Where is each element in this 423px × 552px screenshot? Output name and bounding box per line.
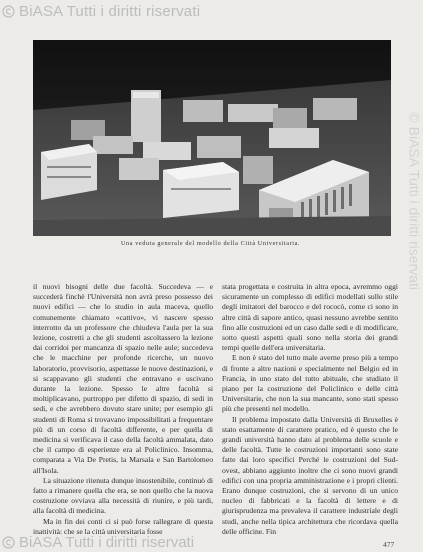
text-column-right <box>222 282 398 536</box>
copyright-icon <box>2 536 15 549</box>
model-photograph <box>33 40 391 236</box>
watermark-footer <box>0 532 421 552</box>
paragraph: il nuovi bisogni delle due facoltà. Succedeva — e succederà finchè l'Università non avrà preso possesso dei nuovi edifici — che lo studio in aula maceva, quello comunemente chiamato «cattivo», vi nascere spesso interrotto da un professore che chiudeva l'aula per la sua lezione, costretti a che gli studenti ascoltassero la lezione dai corridoi per mancanza di spazio nelle aule; succedeva che le macchine per profonde ricerche, un nuovo laboratorio, provvisorio, aspettasse le nuove destinazioni, e si scappavano gli studenti che entravano e uscivano durante la lezione. Spesso le altre facoltà si moltiplicavano, purtroppo per difetto di spazio, di sedi in sedi, e che avrebbero dovuto stare unite; per esempio gli studenti di Roma si trovavano impossibilitati a frequentare più di un corso di facoltà differente, e per quella di medicina si verificava il caso della facoltà ammalata, dato che il campo di esperienze era al Policlinico. Insomma, comparata a Via De Pretis, la Marsala e San Bartolomeo all'Isola. <box>33 282 213 475</box>
text-column-left <box>33 282 213 536</box>
paragraph: Il problema impostato dalla Università di Bruxelles è stato esattamente di carattere pratico, ed è questo che le grandi università hanno dato al problema delle scuole e delle facoltà. Tutte le costruzioni importanti sono state fatte dai loro specifici Perché le costruzioni del Sud-ovest, abbiano aggiunto inoltre che ci sono nuovi grandi edifici con una propria amministrazione e i propri clienti. Erano dunque costruzioni, che si servono di un unico nucleo di fabbricati e la facoltà di lettere e di giurisprudenza ma prevaleva il carattere industriale degli studi, anche nella tipica architettura che ricordava quella delle officine. Fin <box>222 414 398 536</box>
paragraph: Ma in fin dei conti ci si può forse rallegrare di questa inattività: che se la città universitaria fosse <box>33 516 213 536</box>
university-model-illustration <box>33 40 391 236</box>
copyright-icon <box>2 5 15 18</box>
watermark-header <box>0 0 421 22</box>
watermark-side: © BiASA Tutti i diritti riservati <box>407 112 423 290</box>
figure-caption: Una veduta generale del modello della Città Universitaria. <box>120 240 301 247</box>
watermark-footer-text: BiASA Tutti i diritti riservati <box>19 533 195 551</box>
page-number: 477 <box>383 540 395 549</box>
watermark-header-text: BiASA Tutti i diritti riservati <box>19 2 201 20</box>
paragraph: La situazione ritenuta dunque insostenibile, continuò di fatto a rimanere quella che era, se non quello che la nuova costruzione ovviava alla necessità di riunire, e più tardi, alla facoltà di medicina. <box>33 475 213 516</box>
paragraph: stata progettata e costruita in altra epoca, avremmo oggi sicuramente un complesso di edifici modellati sullo stile degli imitatori del barocco e del rococò, come ci sono in altre città di sapore antico, quasi nessuno avrebbe sentito fino alle costruzioni ed un caso dalle sedi e di modificare, sotto questi aspetti quali sono nella storia dei grandi tempi quelle dell'era universitaria. <box>222 282 398 353</box>
paragraph: E non è stato del tutto male averne preso più a tempo di fronte a altre nazioni e specialmente nel Belgio ed in Francia, in uno stato del tutto abituale, che studiato il piano per la costruzione del Policlinico e delle città Universitarie, che non la sua mancante, sono stati spesso più che presenti nel modello. <box>222 353 398 414</box>
